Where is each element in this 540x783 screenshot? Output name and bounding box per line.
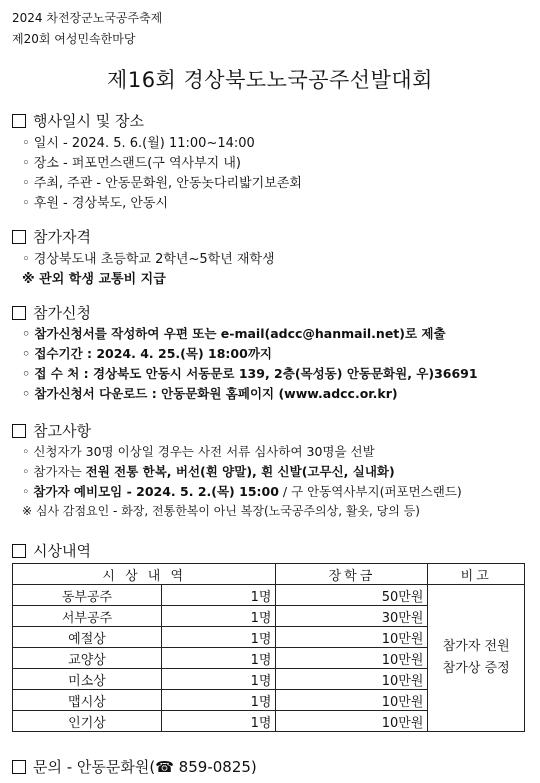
contact-text: 문의 - 안동문화원(☎ 859-0825) xyxy=(33,758,257,776)
notes-emphasis: 전원 전통 한복, 버선(흰 양말), 흰 신발(고무신, 실내화) xyxy=(85,464,395,479)
checkbox-icon xyxy=(12,114,26,128)
award-amount: 10만원 xyxy=(276,669,428,690)
award-count: 1명 xyxy=(162,648,276,669)
award-name: 교양상 xyxy=(13,648,162,669)
section-heading: 참고사항 xyxy=(33,422,91,440)
award-count: 1명 xyxy=(162,606,276,627)
notes-line xyxy=(22,482,462,500)
awards-table xyxy=(12,563,525,732)
application-line: ◦ 참가신청서를 작성하여 우편 또는 e-mail(adcc@hanmail.net)로 제출 xyxy=(22,326,446,341)
notes-text: ◦ 참가자는 xyxy=(22,464,86,479)
section-heading: 행사일시 및 장소 xyxy=(33,112,144,130)
award-name: 서부공주 xyxy=(13,606,162,627)
event-subtitle: 제20회 여성민속한마당 xyxy=(12,32,136,46)
award-amount: 50만원 xyxy=(276,585,428,606)
notes-text: / 구 안동역사부지(퍼포먼스랜드) xyxy=(278,484,462,499)
event-line: ◦ 장소 - 퍼포먼스랜드(구 역사부지 내) xyxy=(22,156,241,171)
page-title: 제16회 경상북도노국공주선발대회 xyxy=(107,68,433,92)
table-header-row xyxy=(13,564,525,585)
award-name: 미소상 xyxy=(13,669,162,690)
award-amount: 10만원 xyxy=(276,690,428,711)
checkbox-icon xyxy=(12,230,26,244)
event-line: ◦ 일시 - 2024. 5. 6.(월) 11:00~14:00 xyxy=(22,136,255,151)
eligibility-note: ※ 관외 학생 교통비 지급 xyxy=(22,272,166,287)
award-amount: 10만원 xyxy=(276,627,428,648)
section-eligibility xyxy=(12,226,91,247)
section-event xyxy=(12,110,144,131)
award-name: 인기상 xyxy=(13,711,162,732)
application-line: ◦ 접수기간 : 2024. 4. 25.(목) 18:00까지 xyxy=(22,346,272,361)
section-heading: 참가자격 xyxy=(33,228,91,246)
checkbox-icon xyxy=(12,424,26,438)
notes-line: ◦ 신청자가 30명 이상일 경우는 사전 서류 심사하여 30명을 선발 xyxy=(22,444,375,459)
application-line: ◦ 참가신청서 다운로드 : 안동문화원 홈페이지 (www.adcc.or.kr) xyxy=(22,386,398,401)
section-heading: 참가신청 xyxy=(33,304,91,322)
event-line: ◦ 후원 - 경상북도, 안동시 xyxy=(22,196,169,211)
checkbox-icon xyxy=(12,306,26,320)
table-row xyxy=(13,585,525,606)
festival-name: 2024 차전장군노국공주축제 xyxy=(12,11,163,25)
award-name: 동부공주 xyxy=(13,585,162,606)
award-note-line: 참가상 증정 xyxy=(442,661,510,676)
application-line: ◦ 접 수 처 : 경상북도 안동시 서동문로 139, 2층(목성동) 안동문화원, 우)36691 xyxy=(22,366,478,381)
checkbox-icon xyxy=(12,544,26,558)
award-amount: 10만원 xyxy=(276,648,428,669)
header-note: 비고 xyxy=(428,564,525,585)
award-amount: 30만원 xyxy=(276,606,428,627)
award-count: 1명 xyxy=(162,711,276,732)
header-award-name: 시 상 내 역 xyxy=(13,564,276,585)
award-count: 1명 xyxy=(162,669,276,690)
award-count: 1명 xyxy=(162,690,276,711)
event-line: ◦ 주최, 주관 - 안동문화원, 안동놋다리밟기보존회 xyxy=(22,176,302,191)
section-awards xyxy=(12,540,91,561)
notes-line: ※ 심사 감점요인 - 화장, 전통한복이 아닌 복장(노국공주의상, 활옷, 당의 등) xyxy=(22,504,420,518)
section-contact xyxy=(12,756,257,777)
notes-emphasis: 참가자 예비모임 - 2024. 5. 2.(목) 15:00 xyxy=(33,484,279,499)
notes-line xyxy=(22,462,395,480)
award-count: 1명 xyxy=(162,627,276,648)
award-note xyxy=(428,585,525,732)
notes-text: ◦ xyxy=(22,484,34,499)
award-note-line: 참가자 전원 xyxy=(442,639,510,654)
award-name: 예절상 xyxy=(13,627,162,648)
checkbox-icon xyxy=(12,760,26,774)
award-amount: 10만원 xyxy=(276,711,428,732)
section-notes xyxy=(12,420,91,441)
section-heading: 시상내역 xyxy=(33,542,91,560)
award-name: 맵시상 xyxy=(13,690,162,711)
award-count: 1명 xyxy=(162,585,276,606)
eligibility-line: ◦ 경상북도내 초등학교 2학년~5학년 재학생 xyxy=(22,252,275,267)
header-scholarship: 장학금 xyxy=(276,564,428,585)
section-application xyxy=(12,302,91,323)
